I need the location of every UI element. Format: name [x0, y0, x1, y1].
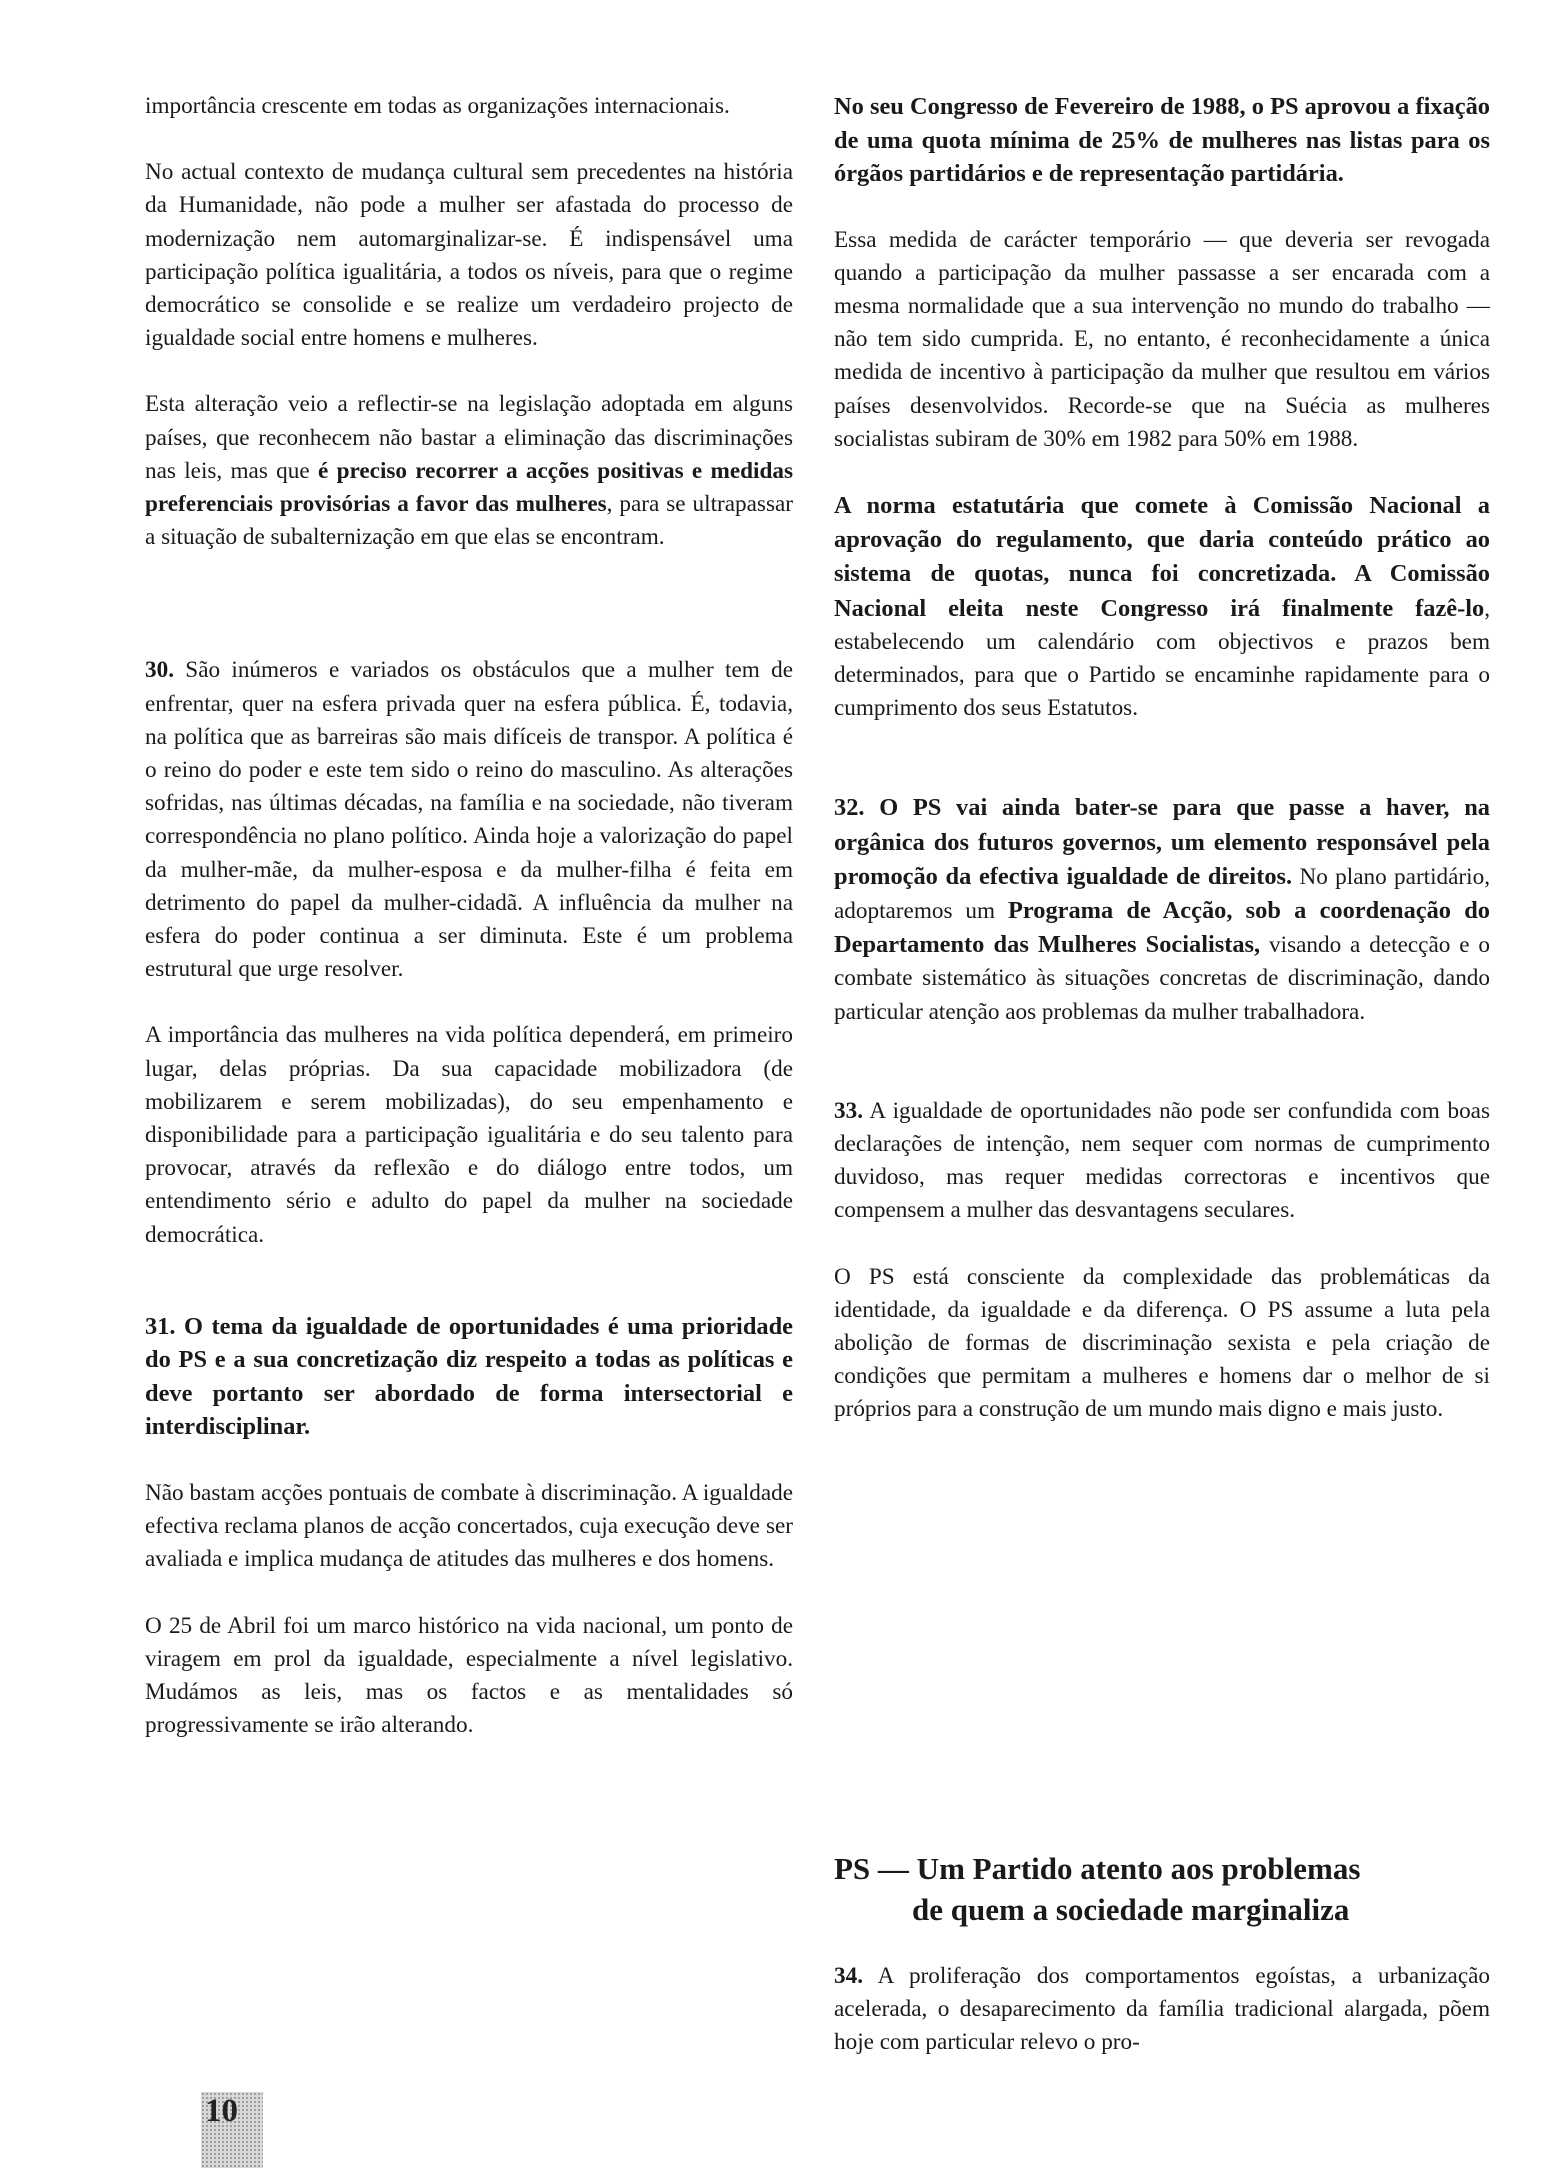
- paragraph-text: , estabelecendo um calendário com objectivos e prazos bem determinados, para que o Partido se encaminhe rapidamente para o cumprimento dos seus Estatutos.: [834, 595, 1490, 722]
- paragraph: [834, 489, 1490, 725]
- paragraph: importância crescente em todas as organizações internacionais.: [145, 93, 730, 119]
- paragraph-text: Esta alteração veio a reflectir-se na legislação adoptada em alguns países, que reconhecem não bastar a eliminação das discriminações nas leis, mas que: [145, 391, 793, 484]
- paragraph-text: visando a detecção e o combate sistemático às situações concretas de discriminação, dando particular atenção aos problemas da mulher trabalhadora.: [834, 932, 1490, 1025]
- paragraph-bold: No seu Congresso de Fevereiro de 1988, o PS aprovou a fixação de uma quota mínima de 25% de mulheres nas listas para os órgãos partidários e de representação partidária.: [834, 93, 1490, 187]
- paragraph-number: 34.: [834, 1963, 863, 1989]
- right-column: [834, 90, 1490, 1427]
- emphasis-text: Programa de Acção, sob a coordenação do Departamento das Mulheres Socialistas,: [834, 896, 1490, 959]
- paragraph: [834, 1960, 1490, 2060]
- paragraph: A importância das mulheres na vida política dependerá, em primeiro lugar, delas próprias. Da sua capacidade mobilizadora (de mobilizarem e serem mobilizadas), do seu empenhamento e disponibilidade para a participação igualitária e do seu talento para provocar, através da reflexão e do diálogo entre todos, um entendimento sério e adulto do papel da mulher na sociedade democrática.: [145, 1022, 793, 1248]
- paragraph: O 25 de Abril foi um marco histórico na vida nacional, um ponto de viragem em prol da igualdade, especialmente a nível legislativo. Mudámos as leis, mas os factos e as mentalidades só progressivamente se irão alterando.: [145, 1612, 793, 1739]
- numbered-paragraph-33: [834, 1095, 1490, 1228]
- section-heading: [834, 1848, 1490, 1930]
- numbered-paragraph-34: [834, 1960, 1490, 2060]
- paragraph-text: A proliferação dos comportamentos egoístas, a urbanização acelerada, o desaparecimento da família tradicional alargada, põem hoje com particular relevo o pro-: [834, 1963, 1490, 2056]
- left-column: [145, 90, 793, 1742]
- paragraph-number: 30.: [145, 657, 174, 684]
- paragraph-text: A igualdade de oportunidades não pode ser confundida com boas declarações de intenção, nem sequer com normas de cumprimento duvidoso, mas requer medidas correctoras e incentivos que compensem a mulher das desvantagens seculares.: [834, 1097, 1490, 1224]
- emphasis-text: A norma estatutária que comete à Comissão Nacional a aprovação do regulamento, que daria conteúdo prático ao sistema de quotas, nunca foi concretizada. A Comissão Nacional eleita neste Congresso irá finalmente fazê-lo: [834, 491, 1490, 622]
- emphasis-text: 32. O PS vai ainda bater-se para que passe a haver, na orgânica dos futuros governos, um elemento responsável pela promoção da efectiva igualdade de direitos.: [834, 794, 1490, 890]
- page-number: 10: [201, 2092, 263, 2168]
- heading-line: PS — Um Partido atento aos problemas: [834, 1851, 1361, 1886]
- paragraph: No actual contexto de mudança cultural sem precedentes na história da Humanidade, não pode a mulher ser afastada do processo de modernização nem automarginalizar-se. É indispensável uma participação política igualitária, a todos os níveis, para que o regime democrático se consolide e se realize um verdadeiro projecto de igualdade social entre homens e mulheres.: [145, 159, 793, 352]
- paragraph: Não bastam acções pontuais de combate à discriminação. A igualdade efectiva reclama planos de acção concertados, cuja execução deve ser avaliada e implica mudança de atitudes das mulheres e dos homens.: [145, 1479, 793, 1573]
- paragraph-text: , para se ultrapassar a situação de subalternização em que elas se encontram.: [145, 491, 793, 551]
- numbered-paragraph-31: 31. O tema da igualdade de oportunidades é uma prioridade do PS e a sua concretização diz respeito a todas as políticas e deve portanto ser abordado de forma intersectorial e interdisciplinar.: [145, 1312, 793, 1441]
- paragraph: Essa medida de carácter temporário — que deveria ser revogada quando a participação da mulher passasse a ser encarada com a mesma normalidade que a sua intervenção no mundo do trabalho — não tem sido cumprida. E, no entanto, é reconhecidamente a única medida de incentivo à participação da mulher que resultou em vários países desenvolvidos. Recorde-se que na Suécia as mulheres socialistas subiram de 30% em 1982 para 50% em 1988.: [834, 226, 1490, 452]
- heading-line: de quem a sociedade marginaliza: [912, 1892, 1350, 1927]
- paragraph: O PS está consciente da complexidade das problemáticas da identidade, da igualdade e da diferença. O PS assume a luta pela abolição de formas de discriminação sexista e pela criação de condições que permitam a mulheres e homens dar o melhor de si próprios para a construção de um mundo mais digno e mais justo.: [834, 1263, 1490, 1423]
- emphasis-text: é preciso recorrer a acções positivas e medidas preferenciais provisórias a favor das mulheres: [145, 457, 793, 518]
- paragraph-text: São inúmeros e variados os obstáculos que a mulher tem de enfrentar, quer na esfera privada quer na esfera pública. É, todavia, na política que as barreiras são mais difíceis de transpor. A política é o reino do poder e este tem sido o reino do masculino. As alterações sofridas, nas últimas décadas, na família e na sociedade, não tiveram correspondência no plano político. Ainda hoje a valorização do papel da mulher-mãe, da mulher-esposa e da mulher-filha é feita em detrimento do papel da mulher-cidadã. A influência da mulher na esfera do poder continua a ser diminuta. Este é um problema estrutural que urge resolver.: [145, 657, 793, 983]
- paragraph: [145, 388, 793, 554]
- paragraph-text: No plano partidário, adoptaremos um: [834, 863, 1490, 924]
- paragraph-number: 33.: [834, 1097, 863, 1124]
- numbered-paragraph-32: [834, 791, 1490, 1028]
- numbered-paragraph-30: [145, 654, 793, 986]
